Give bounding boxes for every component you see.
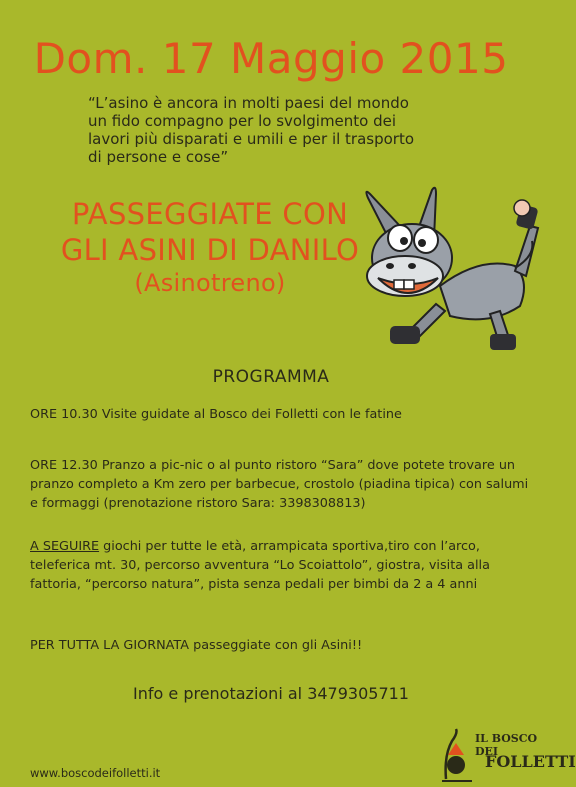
website-link[interactable]: www.boscodeifolletti.it — [30, 766, 161, 780]
programma-item — [30, 537, 530, 594]
programma-item — [30, 636, 530, 655]
cartoon-donkey-icon — [350, 186, 540, 366]
headline-line-3: (Asinotreno) — [134, 269, 286, 297]
programma-item — [30, 456, 530, 513]
headline-line-2: GLI ASINI DI DANILO — [60, 233, 360, 267]
quote-line: di persone e cose” — [88, 148, 229, 166]
programma-item-lead: PER TUTTA LA GIORNATA — [30, 638, 189, 653]
event-headline — [40, 196, 380, 298]
quote-text — [88, 94, 468, 166]
logo-text-line-1: IL BOSCO DEI — [475, 732, 538, 758]
quote-line: “L’asino è ancora in molti paesi del mondo — [88, 94, 409, 112]
info-contact: Info e prenotazioni al 3479305711 — [133, 684, 409, 703]
quote-line: un fido compagno per lo svolgimento dei — [88, 112, 397, 130]
programma-heading: PROGRAMMA — [212, 367, 330, 387]
programma-item-time: ORE 12.30 — [30, 458, 98, 473]
quote-line: lavori più disparati e umili e per il trasporto — [88, 130, 415, 148]
programma-item-time: ORE 10.30 — [30, 407, 98, 422]
programma-item-text: giochi per tutte le età, arrampicata sportiva,tiro con l’arco, teleferica mt. 30, percorso avventura “Lo Scoiattolo”, giostra, visita alla fattoria, “percorso natura”, pista senza pedali per bimbi da 2 a 4 anni — [30, 539, 490, 592]
headline-line-1: PASSEGGIATE CON — [71, 197, 349, 231]
programma-item-text: Visite guidate al Bosco dei Folletti con le fatine — [97, 407, 402, 422]
logo-text-line-2: FOLLETTI — [485, 752, 576, 771]
programma-item-text: Pranzo a pic-nic o al punto ristoro “Sara” dove potete trovare un pranzo completo a Km zero per barbecue, crostolo (piadina tipica) con salumi e formaggi (prenotazione ristoro Sara: 3398308813) — [30, 458, 529, 511]
event-date-title: Dom. 17 Maggio 2015 — [33, 34, 509, 83]
programma-item-text: passeggiate con gli Asini!! — [189, 638, 363, 653]
programma-item — [30, 405, 530, 424]
programma-item-lead: A SEGUIRE — [30, 539, 100, 554]
